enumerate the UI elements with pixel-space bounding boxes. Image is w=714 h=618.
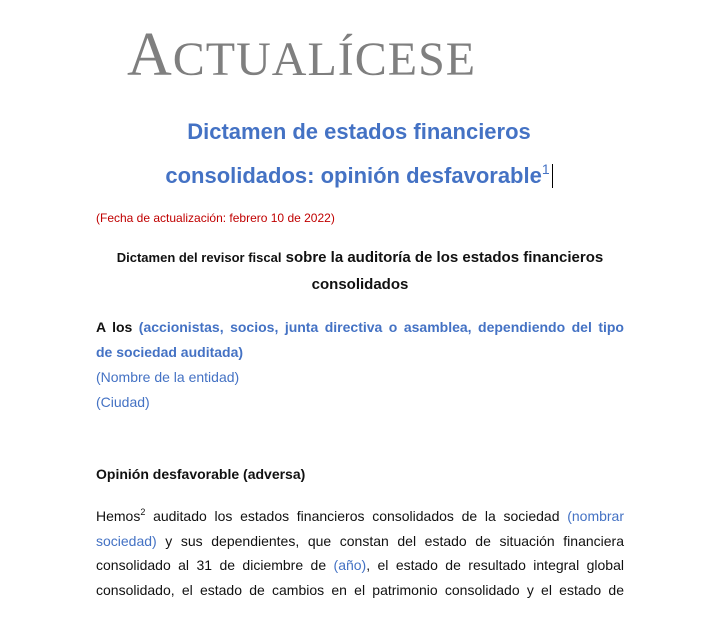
section-heading-opinion: Opinión desfavorable (adversa): [96, 466, 306, 482]
footnote-marker-2[interactable]: 2: [140, 507, 146, 517]
paragraph-line-3: consolidado al 31 de diciembre de (año), el estado de resultado integral global: [96, 557, 624, 573]
addressee-line-2: de sociedad auditada): [96, 344, 244, 360]
actualicese-logo: ACTUALÍCESE: [127, 21, 477, 89]
footnote-marker[interactable]: 1: [541, 161, 550, 177]
report-heading-line-1: Dictamen del revisor fiscal sobre la auditoría de los estados financieros: [116, 249, 604, 266]
text-cursor: [552, 164, 553, 188]
paragraph-line-4: consolidado, el estado de cambios en el patrimonio consolidado y el estado de: [96, 582, 624, 598]
addressee-line-1: A los (accionistas, socios, junta directiva o asamblea, dependiendo del tipo: [96, 319, 624, 335]
entity-name-placeholder: (Nombre de la entidad): [96, 369, 240, 385]
document-title-line-1: Dictamen de estados financieros: [187, 119, 531, 144]
city-placeholder: (Ciudad): [96, 394, 150, 410]
paragraph-line-1: Hemos$^2$ auditado los estados financieros consolidados de la sociedad (nombrar: [96, 507, 624, 524]
document-title-line-2: consolidados: opinión desfavorable$^1$: [2, 161, 714, 189]
report-heading-line-2: consolidados: [311, 276, 409, 293]
paragraph-line-2: sociedad) y sus dependientes, que constan del estado de situación financiera: [96, 533, 624, 549]
update-date-note: (Fecha de actualización: febrero 10 de 2022): [96, 211, 335, 225]
